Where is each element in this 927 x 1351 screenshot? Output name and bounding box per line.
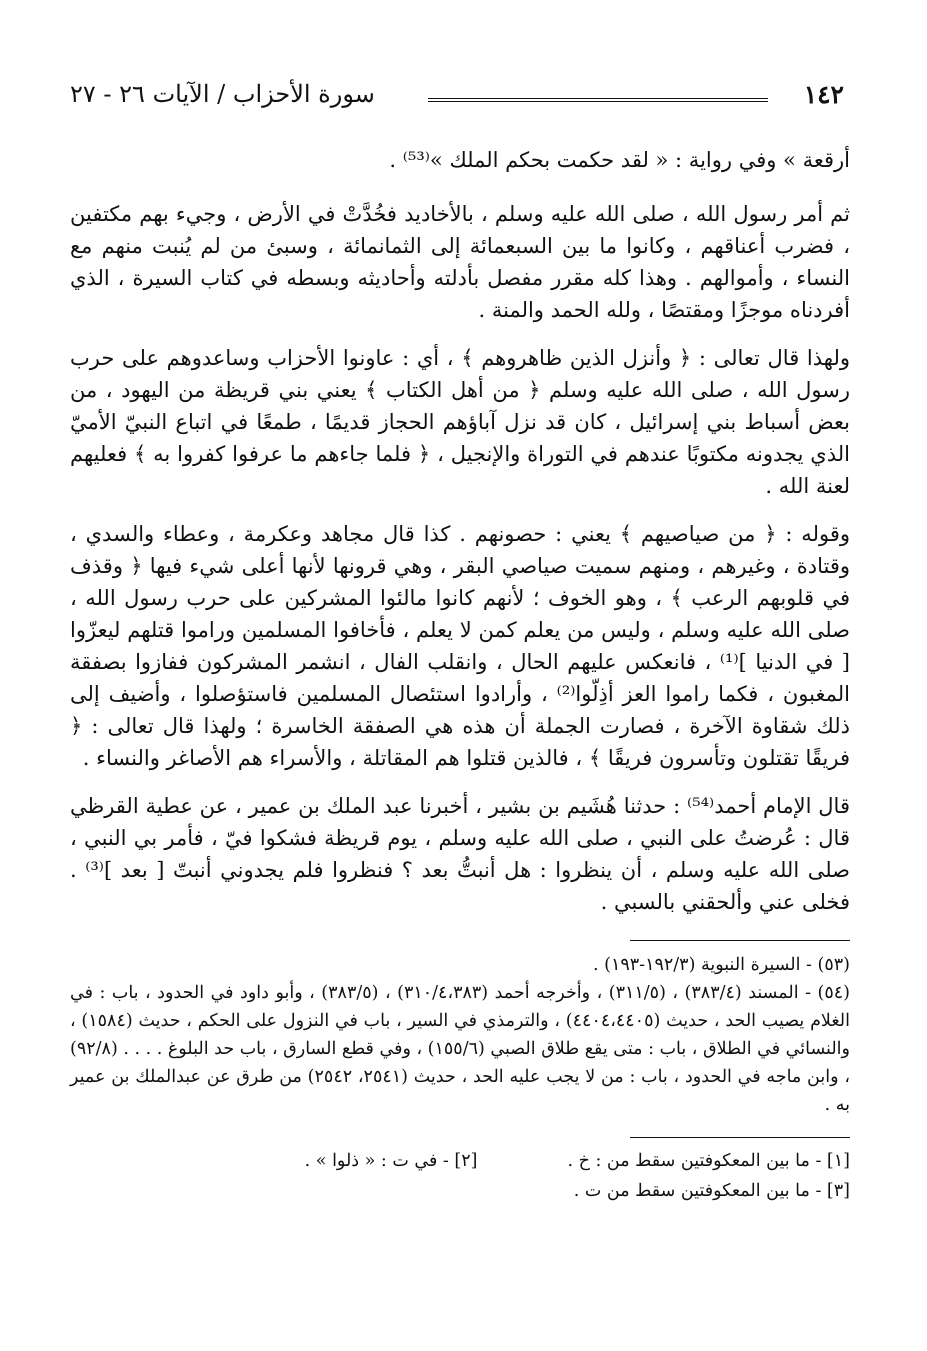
main-text (70, 144, 850, 918)
page-header (70, 80, 850, 120)
footnote-divider (630, 940, 850, 941)
running-title: سورة الأحزاب / الآيات ٢٦ - ٢٧ (70, 80, 375, 108)
paragraph: أرقعة » وفي رواية : « لقد حكمت بحكم الملك »⁽⁵³⁾ . (389, 148, 850, 172)
page-number: ١٤٢ (803, 80, 844, 109)
paragraph: ولهذا قال تعالى : ﴿ وأنزل الذين ظاهروهم ﴾ ، أي : عاونوا الأحزاب وساعدوهم على حرب رسول الله ، صلى الله عليه وسلم ﴿ من أهل الكتاب ﴾ يعني بني قريظة من اليهود ، من بعض أسباط بني إسرائيل ، كان قد نزل آباؤهم الحجاز قديمًا ، طمعًا في اتباع النبيّ الأميّ الذي يجدونه مكتوبًا عندهم في التوراة والإنجيل ، ﴿ فلما جاءهم ما عرفوا كفروا به ﴾ فعليهم لعنة الله . (70, 346, 850, 498)
notes-divider (630, 1137, 850, 1138)
editor-note: [٢] - في ت : « ذلوا » . (304, 1151, 478, 1171)
footnote: (٥٣) - السيرة النبوية (١٩٢/٣-١٩٣) . (593, 955, 850, 975)
editor-note: [١] - ما بين المعكوفتين سقط من : خ . (567, 1151, 850, 1171)
paragraph: وقوله : ﴿ من صياصيهم ﴾ يعني : حصونهم . كذا قال مجاهد وعكرمة ، وعطاء والسدي ، وقتادة ، وغيرهم ، ومنهم سميت صياصي البقر ، وهي قرونها لأنها أعلى شيء فيها ﴿ وقذف في قلوبهم الرعب ﴾ ، وهو الخوف ؛ لأنهم كانوا مالئوا المشركين على حرب رسول الله ، صلى الله عليه وسلم ، وليس من يعلم كمن لا يعلم ، فأخافوا المسلمين وراموا قتلهم ليعزّوا [ في الدنيا ]⁽¹⁾ ، فانعكس عليهم الحال ، وانقلب الفال ، انشمر المشركون ففازوا بصفقة المغبون ، فكما راموا العز أذِلّوا⁽²⁾ ، وأرادوا استئصال المسلمين فاستؤصلوا ، وأضيف إلى ذلك شقاوة الآخرة ، فصارت الجملة أن هذه هي الصفقة الخاسرة ؛ ولهذا قال تعالى : ﴿ فريقًا تقتلون وتأسرون فريقًا ﴾ ، فالذين قتلوا هم المقاتلة ، والأسراء هم الأصاغر والنساء . (70, 522, 850, 770)
footnote: (٥٤) - المسند (٣٨٣/٤) ، (٣١١/٥) ، وأخرجه أحمد (٣١٠/٤،٣٨٣) ، (٣٨٣/٥) ، وأبو داود في الحدود ، باب : في الغلام يصيب الحد ، حديث (٤٤٠٤،٤٤٠٥) ، والترمذي في السير ، باب في النزول على الحكم ، حديث (١٥٨٤) ، والنسائي في الطلاق ، باب : متى يقع طلاق الصبي (١٥٥/٦) ، وفي قطع السارق ، باب حد البلوغ . . . . (٩٢/٨) ، وابن ماجه في الحدود ، باب : من لا يجب عليه الحد ، حديث (٢٥٤١، ٢٥٤٢) من طرق عن عبدالملك بن عمير به . (70, 983, 850, 1115)
paragraph: ثم أمر رسول الله ، صلى الله عليه وسلم ، بالأخاديد فخُدَّتْ في الأرض ، وجيء بهم مكتفين ، فضرب أعناقهم ، وكانوا ما بين السبعمائة إلى الثمانمائة ، وسبئ من لم يُنبت منهم مع النساء ، وأموالهم . وهذا كله مقرر مفصل بأدلته وأحاديثه وبسطه في كتاب السيرة ، الذي أفردناه موجزًا ومقتصًا ، ولله الحمد والمنة . (70, 202, 850, 322)
book-page (70, 80, 850, 1206)
editor-notes (70, 1146, 850, 1206)
footnotes (70, 951, 850, 1119)
editor-note: [٣] - ما بين المعكوفتين سقط من ت . (573, 1181, 850, 1201)
paragraph: قال الإمام أحمد⁽⁵⁴⁾ : حدثنا هُشَيم بن بشير ، أخبرنا عبد الملك بن عمير ، عن عطية القرظي قال : عُرضتُ على النبي ، صلى الله عليه وسلم ، يوم قريظة فشكوا فيّ ، فأمر بي النبي ، صلى الله عليه وسلم ، أن ينظروا : هل أنبتُّ بعد ؟ فنظروا فلم يجدوني أنبتّ [ بعد ]⁽³⁾ . فخلى عني وألحقني بالسبي . (70, 794, 850, 914)
header-rule (428, 98, 768, 102)
